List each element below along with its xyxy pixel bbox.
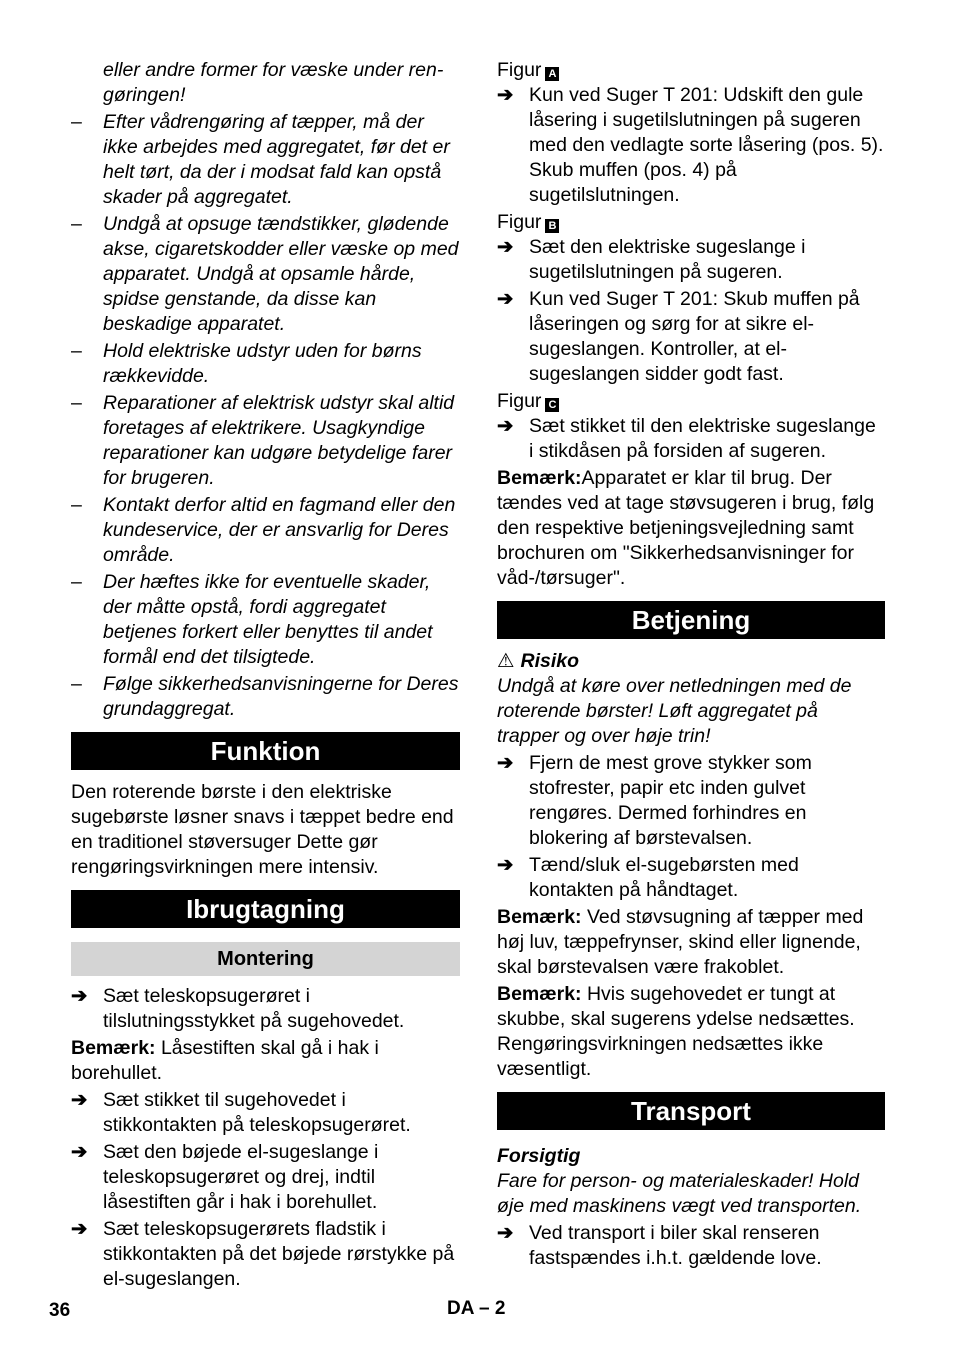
arrow-right-icon: ➔ (71, 1141, 88, 1163)
dash-bullet: – (71, 571, 82, 593)
list-item: – Undgå at opsuge tændstikker, glødende akse, cigaretskodder eller væske op med apparatet. Undgå at opsamle hårde, spidse genstande, da disse kan beskadige apparatet. (71, 213, 459, 335)
arrow-right-icon: ➔ (497, 752, 514, 774)
step-item: ➔ Sæt teleskopsugerørets fladstik i stikkontakten på det bøjede rørstykke på el-sugeslangen. (71, 1218, 455, 1290)
arrow-right-icon: ➔ (497, 288, 514, 310)
figure-c-icon: C (545, 398, 559, 412)
step-item: ➔ Tænd/sluk el-sugebørsten med kontakten på håndtaget. (497, 854, 799, 901)
risk-text: Undgå at køre over netledningen med de roterende børster! Løft aggregatet på trapper og over høje trin! (497, 675, 852, 747)
list-item: – Følge sikkerhedsanvisningerne for Deres grundaggregat. (71, 673, 459, 720)
dash-bullet: – (71, 392, 82, 414)
page-number: 36 (49, 1300, 71, 1321)
caution-label: Forsigtig (497, 1145, 581, 1167)
figure-label-b: Figur B (497, 210, 885, 235)
caution-text: Fare for person- og materialeskader! Hold øje med maskinens vægt ved transporten. (497, 1170, 862, 1217)
step-item: ➔ Kun ved Suger T 201: Skub muffen på låseringen og sørg for at sikre el-sugeslangen. Kontroller, at el-sugeslangen sidder godt fast. (497, 288, 860, 385)
arrow-right-icon: ➔ (497, 1222, 514, 1244)
note: Bemærk:Apparatet er klar til brug. Der tændes ved at tage støvsugeren i brug, følg den respektive betjeningsvejledning samt brochuren om "Sikkerhedsanvisninger for våd-/tørsuger". (497, 467, 875, 589)
step-item: ➔ Sæt den elektriske sugeslange i sugetilslutningen på sugeren. (497, 236, 806, 283)
note: Bemærk: Ved støvsugning af tæpper med høj luv, tæppefrynser, skind eller lignende, skal børstevalsen være frakoblet. (497, 906, 864, 978)
arrow-right-icon: ➔ (497, 854, 514, 876)
list-item: – Reparationer af elektrisk udstyr skal altid foretages af elektrikere. Usagkyndige reparationer kan udgøre betydelige farer for brugeren. (71, 392, 455, 489)
figure-a-icon: A (545, 67, 559, 81)
list-item: – Kontakt derfor altid en fagmand eller den kundeservice, der er ansvarlig for Deres område. (71, 494, 456, 566)
step-item: ➔ Sæt stikket til sugehovedet i stikkontakten på teleskopsugerøret. (71, 1089, 411, 1136)
dash-bullet: – (71, 213, 82, 235)
left-column (71, 58, 460, 1294)
funktion-text: Den roterende børste i den elektriske sugebørste løsner snavs i tæppet bedre end en traditionel støversuger Dette gør rengøringsvirkningen mere intensiv. (71, 781, 454, 878)
arrow-right-icon: ➔ (71, 1089, 88, 1111)
safety-continuation: eller andre former for væske under ren-gøringen! (103, 59, 444, 106)
arrow-right-icon: ➔ (71, 1218, 88, 1240)
dash-bullet: – (71, 111, 82, 133)
note: Bemærk: Låsestiften skal gå i hak i borehullet. (71, 1037, 379, 1084)
list-item: – Efter vådrengøring af tæpper, må der ikke arbejdes med aggregatet, før det er helt tørt, da der i modsat fald kan opstå skader på aggregatet. (71, 111, 450, 208)
list-item: – Hold elektriske udstyr uden for børns rækkevidde. (71, 340, 422, 387)
language-page-code: DA – 2 (447, 1298, 506, 1319)
risk-label: ⚠ Risiko (497, 650, 580, 672)
arrow-right-icon: ➔ (497, 84, 514, 106)
section-heading-transport: Transport (497, 1092, 885, 1130)
step-item: ➔ Sæt stikket til den elektriske sugeslange i stikdåsen på forsiden af sugeren. (497, 415, 876, 462)
right-column (497, 58, 885, 1273)
section-heading-funktion: Funktion (71, 732, 460, 770)
arrow-right-icon: ➔ (71, 985, 88, 1007)
arrow-right-icon: ➔ (497, 415, 514, 437)
figure-label-a: Figur A (497, 58, 885, 83)
section-heading-betjening: Betjening (497, 601, 885, 639)
section-heading-ibrugtagning: Ibrugtagning (71, 890, 460, 928)
subsection-heading-montering: Montering (71, 942, 460, 976)
safety-list (71, 110, 460, 722)
warning-triangle-icon: ⚠ (497, 650, 515, 672)
step-item: ➔ Kun ved Suger T 201: Udskift den gule låsering i sugetilslutningen på sugeren med den vedlagte sorte låsering (pos. 5). Skub muffen (pos. 4) på sugetilslutningen. (497, 84, 884, 206)
list-item: – Der hæftes ikke for eventuelle skader, der måtte opstå, fordi aggregatet betjenes forkert eller benyttes til andet formål end det tilsigtede. (71, 571, 433, 668)
figure-label-c: Figur C (497, 389, 885, 414)
dash-bullet: – (71, 340, 82, 362)
step-item: ➔ Sæt teleskopsugerøret i tilslutningsstykket på sugehovedet. (71, 985, 405, 1032)
step-item: ➔ Fjern de mest grove stykker som stofrester, papir etc inden gulvet rengøres. Dermed forhindres en blokering af børstevalsen. (497, 752, 812, 849)
step-item: ➔ Ved transport i biler skal renseren fastspændes i.h.t. gældende love. (497, 1222, 822, 1269)
arrow-right-icon: ➔ (497, 236, 514, 258)
note: Bemærk: Hvis sugehovedet er tungt at skubbe, skal sugerens ydelse nedsættes. Rengøringsvirkningen nedsættes ikke væsentligt. (497, 983, 855, 1080)
dash-bullet: – (71, 673, 82, 695)
step-item: ➔ Sæt den bøjede el-sugeslange i teleskopsugerøret og drej, indtil låsestiften går i hak i borehullet. (71, 1141, 379, 1213)
dash-bullet: – (71, 494, 82, 516)
figure-b-icon: B (545, 219, 559, 233)
